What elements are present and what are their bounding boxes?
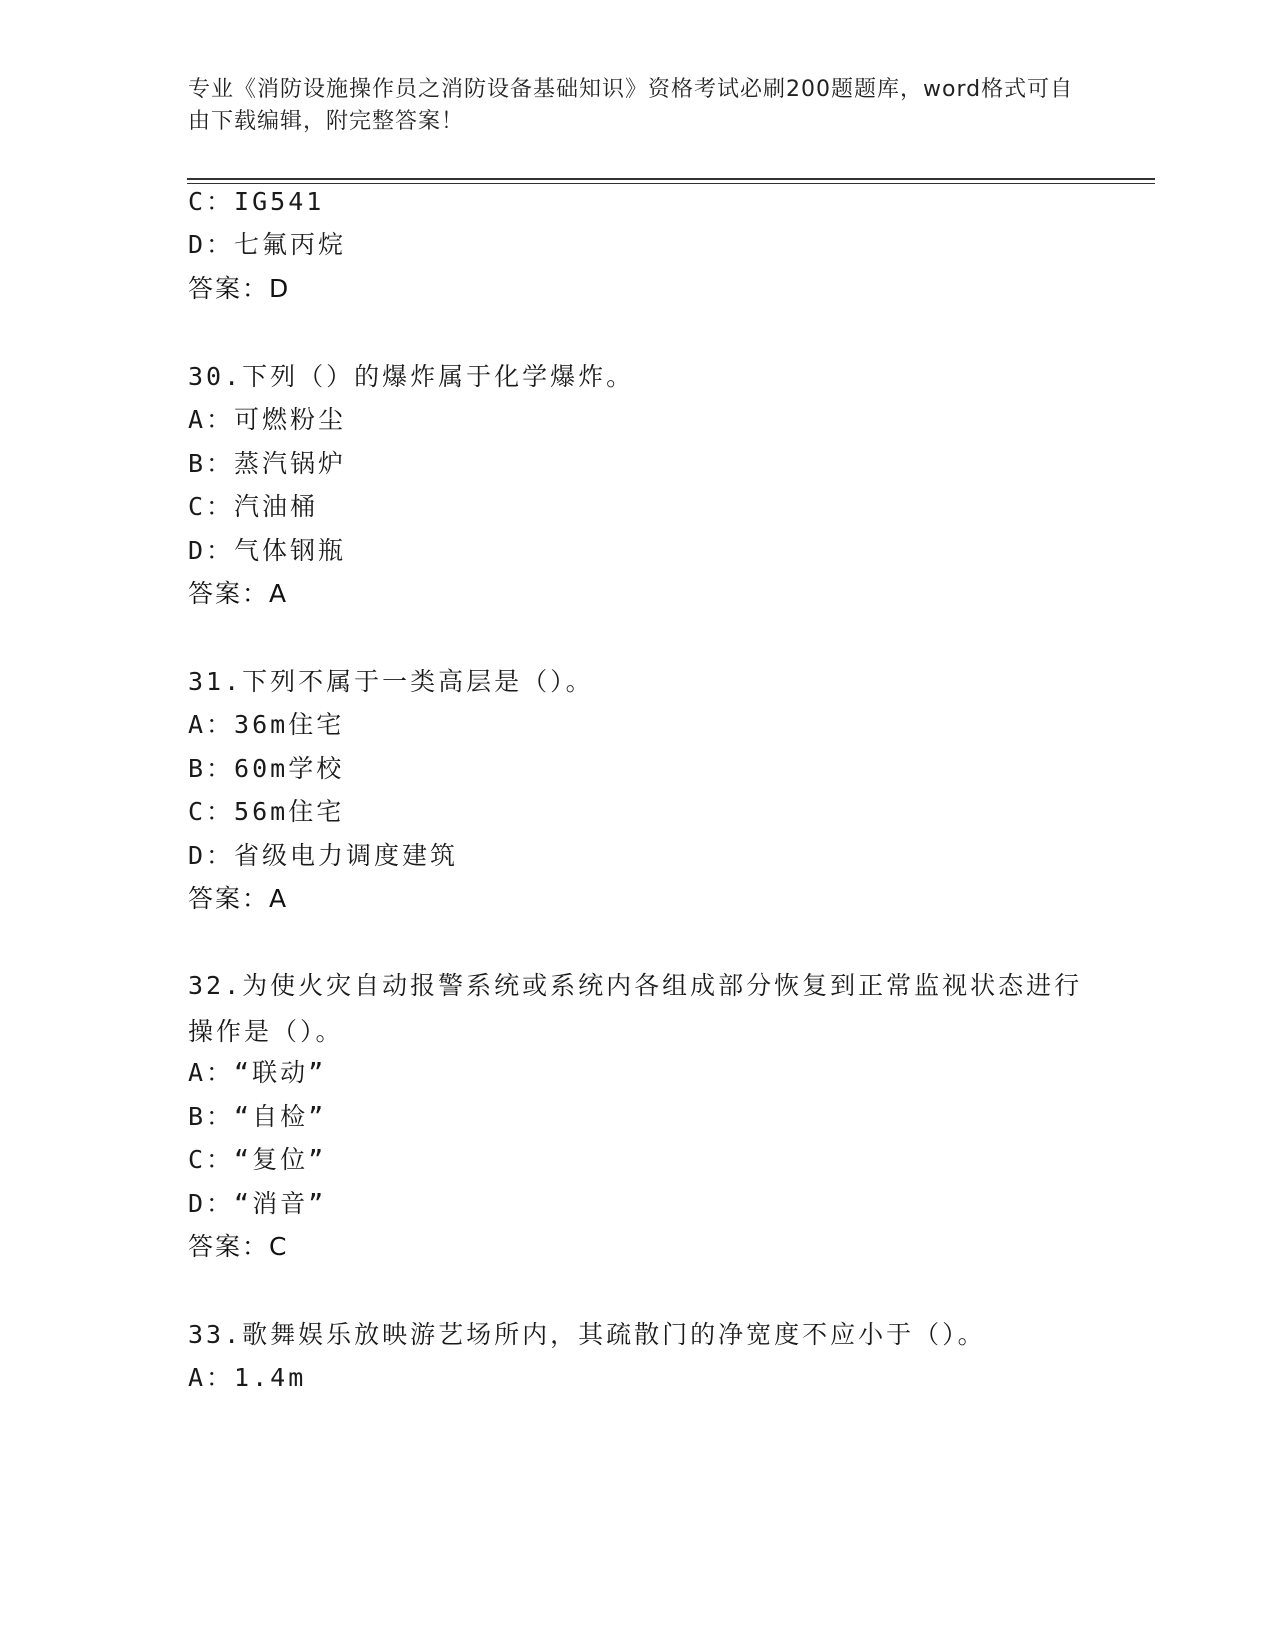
- question-stem: 32.为使火灾自动报警系统或系统内各组成部分恢复到正常监视状态进行操作是（）。: [188, 971, 1083, 1046]
- option-line: C：“复位”: [188, 1145, 327, 1174]
- header-divider-thin: [187, 183, 1155, 184]
- document-header: 专业《消防设施操作员之消防设备基础知识》资格考试必刷200题题库，word格式可自由下载编辑，附完整答案！: [188, 77, 1074, 134]
- answer-line: 答案：D: [188, 274, 291, 303]
- answer-line: 答案：A: [188, 579, 289, 608]
- option-line: C：IG541: [188, 187, 325, 216]
- answer-line: 答案：C: [188, 1232, 289, 1261]
- question-stem: 33.歌舞娱乐放映游艺场所内，其疏散门的净宽度不应小于（）。: [188, 1320, 986, 1349]
- option-line: B：蒸汽锅炉: [188, 449, 347, 478]
- question-stem: 31.下列不属于一类高层是（）。: [188, 667, 594, 696]
- option-line: A：36m住宅: [188, 710, 345, 739]
- option-line: B：60m学校: [188, 754, 345, 783]
- option-line: A：1.4m: [188, 1363, 307, 1392]
- option-line: C：56m住宅: [188, 797, 345, 826]
- option-line: D：七氟丙烷: [188, 230, 347, 259]
- option-line: D：省级电力调度建筑: [188, 841, 459, 870]
- answer-line: 答案：A: [188, 884, 289, 913]
- option-line: A：可燃粉尘: [188, 405, 347, 434]
- option-line: D：“消音”: [188, 1189, 327, 1218]
- option-line: D：气体钢瓶: [188, 536, 347, 565]
- option-line: A：“联动”: [188, 1058, 327, 1087]
- question-stem: 30.下列（）的爆炸属于化学爆炸。: [188, 362, 635, 391]
- header-divider: [187, 178, 1155, 180]
- option-line: B：“自检”: [188, 1102, 327, 1131]
- option-line: C：汽油桶: [188, 492, 319, 521]
